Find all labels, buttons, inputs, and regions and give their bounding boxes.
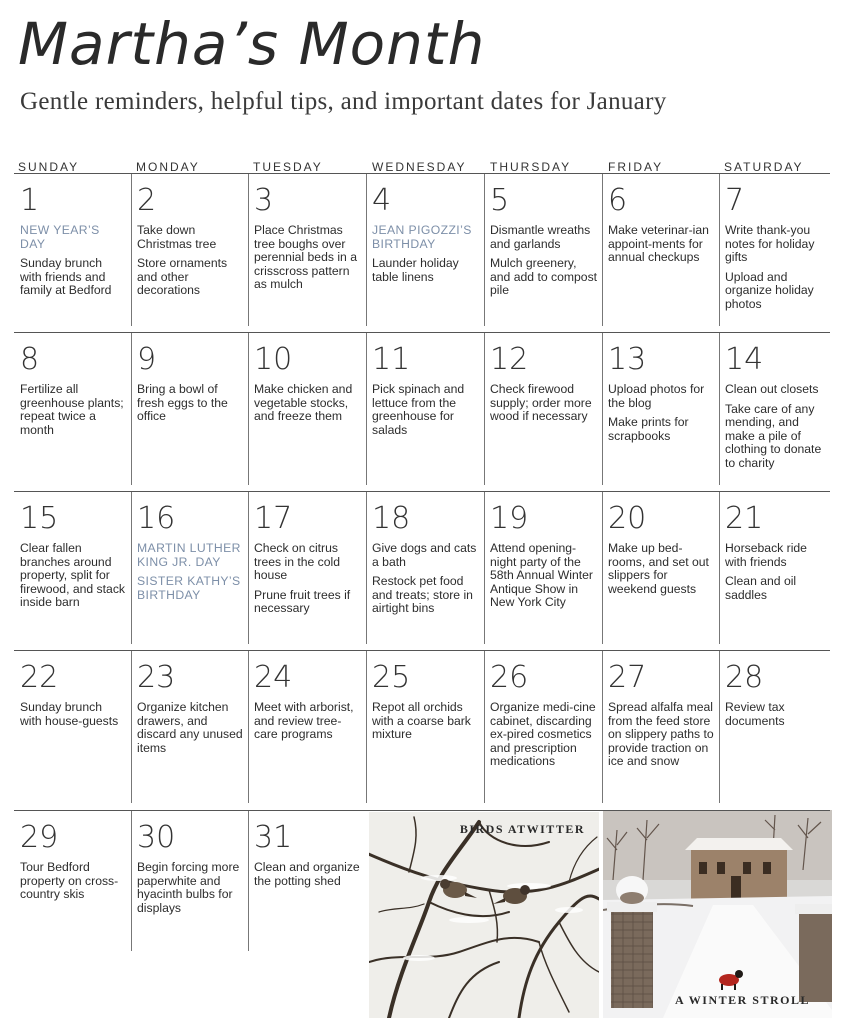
day-notes xyxy=(137,224,244,304)
day-number: 24 xyxy=(254,660,293,695)
day-number: 19 xyxy=(490,501,529,536)
column-divider xyxy=(719,651,720,803)
task-text: Tour Bedford property on cross-country skis xyxy=(20,860,119,901)
task-text: Restock pet food and treats; store in airtight bins xyxy=(372,574,473,615)
day-cell-24 xyxy=(248,651,366,803)
day-number: 5 xyxy=(490,183,510,218)
day-cell-28 xyxy=(719,651,831,803)
winter-stroll-photo xyxy=(603,810,832,1018)
farmhouse xyxy=(685,838,793,900)
task-text: Check on citrus trees in the cold house xyxy=(254,541,341,582)
day-cell-9 xyxy=(131,333,248,485)
column-divider xyxy=(131,811,132,951)
task-text: Clear fallen branches around property, split for firewood, and stack inside barn xyxy=(20,541,126,609)
day-notes xyxy=(137,542,244,608)
holiday-label: JEAN PIGOZZI’S BIRTHDAY xyxy=(372,223,472,251)
column-divider xyxy=(484,651,485,803)
day-number: 7 xyxy=(725,183,745,218)
birds-branches-illustration xyxy=(369,812,599,1018)
day-cell-15 xyxy=(14,492,131,644)
task-text: Take care of any mending, and make a pile of clothing to donate to charity xyxy=(725,401,822,470)
day-cell-27 xyxy=(602,651,719,803)
page-subtitle: Gentle reminders, helpful tips, and important dates for January xyxy=(20,88,667,115)
column-divider xyxy=(248,492,249,644)
column-divider xyxy=(131,651,132,803)
day-number: 12 xyxy=(490,342,529,377)
task-text: Make prints for scrapbooks xyxy=(608,415,689,443)
day-number: 21 xyxy=(725,501,764,536)
day-cell-14 xyxy=(719,333,831,485)
day-cell-2 xyxy=(131,174,248,326)
day-number: 31 xyxy=(254,820,293,855)
column-divider xyxy=(248,174,249,326)
task-text: Clean and oil saddles xyxy=(725,574,797,602)
day-number: 9 xyxy=(137,342,157,377)
task-text: Clean out closets xyxy=(725,382,819,396)
day-cell-19 xyxy=(484,492,602,644)
day-number: 8 xyxy=(20,342,40,377)
column-divider xyxy=(366,333,367,485)
stroll-caption: A WINTER STROLL xyxy=(675,993,810,1007)
task-text: Clean and organize the potting shed xyxy=(254,860,360,888)
day-header-sunday: SUNDAY xyxy=(18,160,80,174)
task-text: Fertilize all greenhouse plants; repeat twice a month xyxy=(20,382,124,437)
task-text: Review tax documents xyxy=(725,700,785,728)
day-cell-31 xyxy=(248,811,366,951)
day-notes xyxy=(137,861,244,921)
day-number: 30 xyxy=(137,820,176,855)
day-cell-18 xyxy=(366,492,484,644)
day-number: 22 xyxy=(20,660,59,695)
day-number: 28 xyxy=(725,660,764,695)
task-text: Sunday brunch with friends and family at Bedford xyxy=(20,256,112,297)
task-text: Dismantle wreaths and garlands xyxy=(490,223,591,251)
day-notes xyxy=(20,383,127,443)
week-rule xyxy=(14,173,830,174)
day-notes xyxy=(490,224,598,304)
day-notes xyxy=(725,224,827,317)
day-notes xyxy=(372,701,480,748)
day-number: 25 xyxy=(372,660,411,695)
task-text: Check firewood supply; order more wood if necessary xyxy=(490,382,592,423)
day-cell-20 xyxy=(602,492,719,644)
day-number: 13 xyxy=(608,342,647,377)
column-divider xyxy=(131,174,132,326)
day-cell-3 xyxy=(248,174,366,326)
day-cell-16 xyxy=(131,492,248,644)
day-number: 16 xyxy=(137,501,176,536)
column-divider xyxy=(602,492,603,644)
task-text: Organize kitchen drawers, and discard any unused items xyxy=(137,700,243,755)
day-cell-29 xyxy=(14,811,131,951)
day-number: 15 xyxy=(20,501,59,536)
task-text: Mulch greenery, and add to compost pile xyxy=(490,256,598,297)
holiday-label: SISTER KATHY’S BIRTHDAY xyxy=(137,574,241,602)
day-cell-21 xyxy=(719,492,831,644)
birds-atwitter-photo xyxy=(369,812,599,1018)
column-divider xyxy=(719,333,720,485)
column-divider xyxy=(248,811,249,951)
day-number: 14 xyxy=(725,342,764,377)
day-cell-17 xyxy=(248,492,366,644)
task-text: Take down Christmas tree xyxy=(137,223,217,251)
column-divider xyxy=(484,333,485,485)
task-text: Meet with arborist, and review tree-care programs xyxy=(254,700,354,741)
day-cell-26 xyxy=(484,651,602,803)
day-number: 11 xyxy=(372,342,411,377)
day-notes xyxy=(20,542,127,616)
page-title: Martha’s Month xyxy=(18,10,486,78)
day-notes xyxy=(254,224,362,298)
birds-caption: BIRDS ATWITTER xyxy=(459,822,585,836)
day-cell-25 xyxy=(366,651,484,803)
week-rule xyxy=(14,491,830,492)
column-divider xyxy=(131,333,132,485)
day-cell-22 xyxy=(14,651,131,803)
task-text: Make up bed-rooms, and set out slippers for weekend guests xyxy=(608,541,709,596)
day-notes xyxy=(20,861,127,908)
day-cell-7 xyxy=(719,174,831,326)
day-notes xyxy=(608,383,715,449)
day-number: 2 xyxy=(137,183,157,218)
task-text: Bring a bowl of fresh eggs to the office xyxy=(137,382,228,423)
day-number: 1 xyxy=(20,183,40,218)
column-divider xyxy=(602,174,603,326)
day-number: 27 xyxy=(608,660,647,695)
day-notes xyxy=(725,542,827,608)
column-divider xyxy=(131,492,132,644)
day-cell-6 xyxy=(602,174,719,326)
day-notes xyxy=(725,701,827,734)
week-rule xyxy=(14,332,830,333)
column-divider xyxy=(602,333,603,485)
day-notes xyxy=(490,542,598,616)
day-notes xyxy=(137,701,244,761)
day-cell-8 xyxy=(14,333,131,485)
column-divider xyxy=(602,651,603,803)
day-number: 20 xyxy=(608,501,647,536)
column-divider xyxy=(248,333,249,485)
day-notes xyxy=(608,701,715,775)
day-header-saturday: SATURDAY xyxy=(724,160,804,174)
task-text: Sunday brunch with house-guests xyxy=(20,700,119,728)
day-number: 29 xyxy=(20,820,59,855)
task-text: Prune fruit trees if necessary xyxy=(254,587,351,615)
day-header-wednesday: WEDNESDAY xyxy=(372,160,467,174)
week-rule xyxy=(14,810,830,811)
holiday-label: NEW YEAR’S DAY xyxy=(20,223,100,251)
week-rule xyxy=(14,650,830,651)
day-number: 6 xyxy=(608,183,628,218)
column-divider xyxy=(366,174,367,326)
winter-farm-illustration xyxy=(603,810,832,1018)
task-text: Place Christmas tree boughs over perennial beds in a crisscross pattern as mulch xyxy=(254,223,357,291)
day-number: 17 xyxy=(254,501,293,536)
day-notes xyxy=(372,542,480,622)
day-header-monday: MONDAY xyxy=(136,160,200,174)
day-notes xyxy=(608,542,715,602)
day-cell-4 xyxy=(366,174,484,326)
column-divider xyxy=(719,174,720,326)
day-cell-5 xyxy=(484,174,602,326)
day-cell-10 xyxy=(248,333,366,485)
day-notes xyxy=(608,224,715,271)
task-text: Upload and organize holiday photos xyxy=(725,269,814,311)
day-number: 10 xyxy=(254,342,293,377)
day-notes xyxy=(20,224,127,304)
day-cell-30 xyxy=(131,811,248,951)
task-text: Write thank-you notes for holiday gifts xyxy=(725,223,815,264)
day-notes xyxy=(20,701,127,734)
day-notes xyxy=(372,224,480,290)
day-cell-1 xyxy=(14,174,131,326)
day-notes xyxy=(372,383,480,443)
column-divider xyxy=(484,174,485,326)
day-notes xyxy=(490,701,598,775)
day-number: 23 xyxy=(137,660,176,695)
task-text: Horseback ride with friends xyxy=(725,541,807,569)
day-notes xyxy=(137,383,244,430)
task-text: Repot all orchids with a coarse bark mixture xyxy=(372,700,471,741)
day-notes xyxy=(490,383,598,430)
day-header-thursday: THURSDAY xyxy=(490,160,572,174)
day-header-friday: FRIDAY xyxy=(608,160,664,174)
task-text: Pick spinach and lettuce from the greenhouse for salads xyxy=(372,382,465,437)
task-text: Give dogs and cats a bath xyxy=(372,541,477,569)
right-stone-pillar xyxy=(795,904,832,1002)
task-text: Begin forcing more paperwhite and hyacinth bulbs for displays xyxy=(137,860,240,915)
column-divider xyxy=(248,651,249,803)
day-number: 4 xyxy=(372,183,392,218)
task-text: Spread alfalfa meal from the feed store on slippery paths to provide traction on ice and snow xyxy=(608,700,714,768)
task-text: Make veterinar-ian appoint-ments for annual checkups xyxy=(608,223,709,264)
task-text: Organize medi-cine cabinet, discarding ex-pired cosmetics and prescription medications xyxy=(490,700,596,768)
task-text: Attend opening-night party of the 58th Annual Winter Antique Show in New York City xyxy=(490,541,593,609)
day-number: 26 xyxy=(490,660,529,695)
day-cell-13 xyxy=(602,333,719,485)
day-header-tuesday: TUESDAY xyxy=(253,160,323,174)
day-notes xyxy=(254,383,362,430)
day-notes xyxy=(254,861,362,894)
day-cell-12 xyxy=(484,333,602,485)
day-number: 3 xyxy=(254,183,274,218)
day-notes xyxy=(725,383,827,476)
column-divider xyxy=(366,651,367,803)
column-divider xyxy=(719,492,720,644)
column-divider xyxy=(366,492,367,644)
task-text: Make chicken and vegetable stocks, and freeze them xyxy=(254,382,353,423)
holiday-label: MARTIN LUTHER KING JR. DAY xyxy=(137,541,241,569)
task-text: Store ornaments and other decorations xyxy=(137,256,228,297)
day-notes xyxy=(254,542,362,622)
day-number: 18 xyxy=(372,501,411,536)
column-divider xyxy=(484,492,485,644)
task-text: Upload photos for the blog xyxy=(608,382,705,410)
day-cell-11 xyxy=(366,333,484,485)
task-text: Launder holiday table linens xyxy=(372,256,459,284)
day-cell-23 xyxy=(131,651,248,803)
day-notes xyxy=(254,701,362,748)
